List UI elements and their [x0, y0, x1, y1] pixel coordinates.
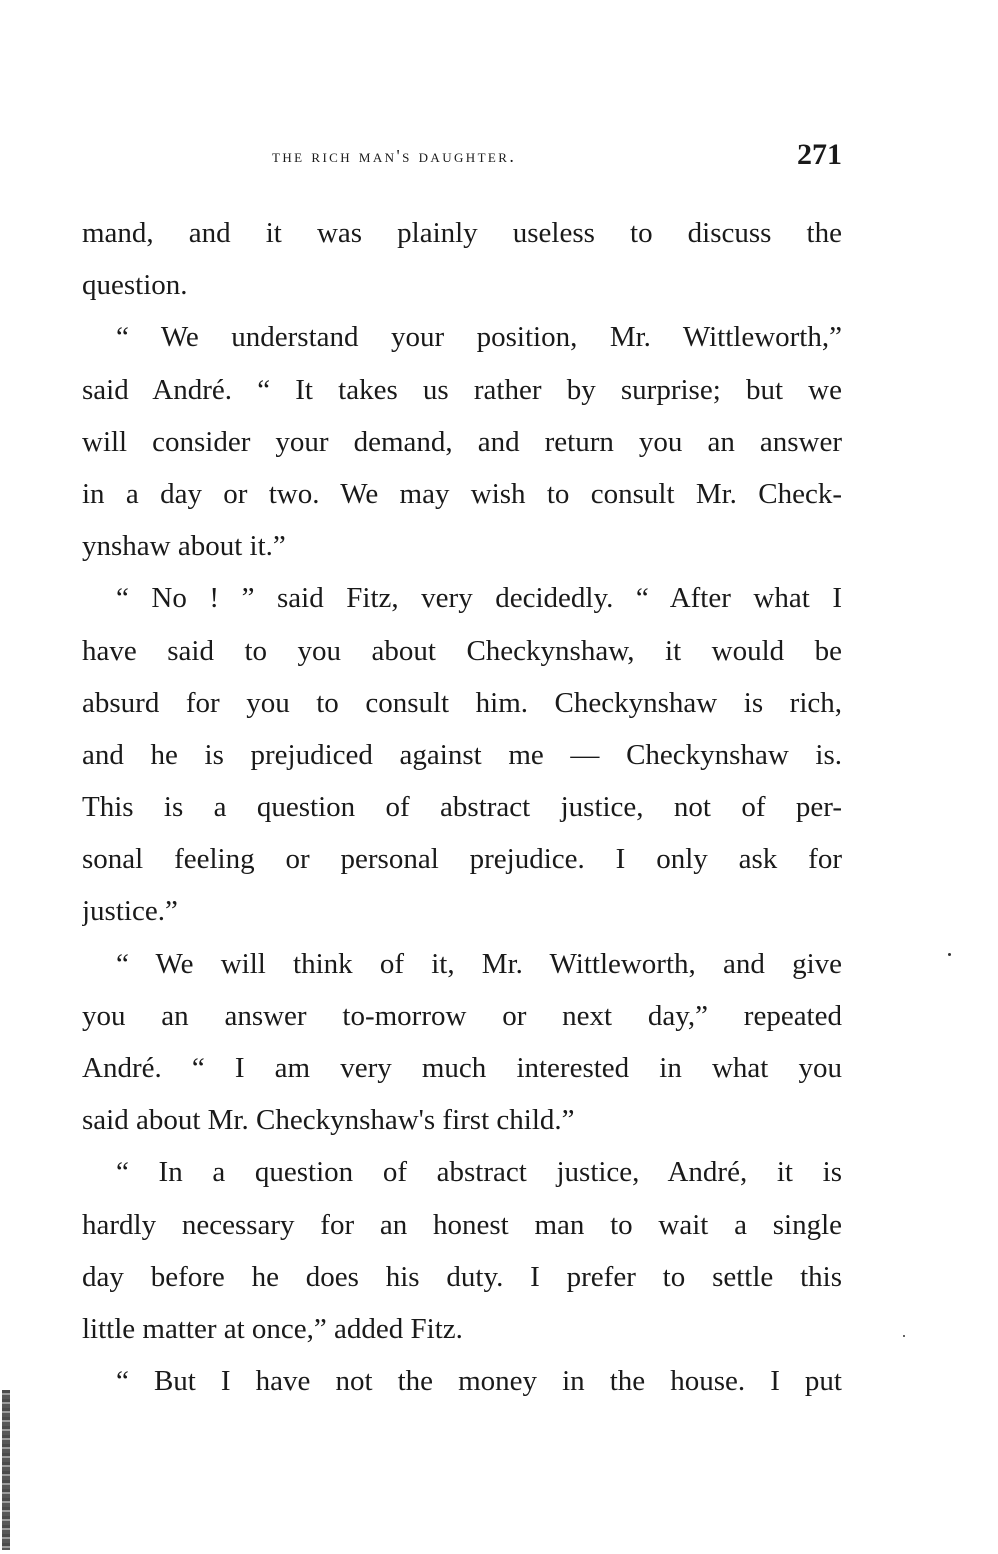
scan-speck: [948, 953, 951, 956]
text-line: “ In a question of abstract justice, André, it is: [116, 1156, 842, 1189]
page-header: [82, 138, 842, 178]
text-line: question.: [82, 269, 188, 302]
text-line: you an answer to-morrow or next day,” repeated: [82, 999, 842, 1032]
text-line: and he is prejudiced against me — Checkynshaw is.: [82, 738, 842, 771]
text-line: have said to you about Checkynshaw, it would be: [82, 634, 842, 667]
text-line: ynshaw about it.”: [82, 530, 286, 563]
scan-edge-artifact: [2, 1390, 10, 1550]
text-line: sonal feeling or personal prejudice. I only ask for: [82, 843, 842, 876]
text-line: This is a question of abstract justice, not of per-: [82, 791, 842, 824]
text-line: “ But I have not the money in the house. I put: [116, 1365, 842, 1398]
text-line: said about Mr. Checkynshaw's first child.”: [82, 1104, 575, 1137]
text-line: will consider your demand, and return you an answer: [82, 425, 842, 458]
text-line: hardly necessary for an honest man to wait a single: [82, 1208, 842, 1241]
text-line: said André. “ It takes us rather by surprise; but we: [82, 373, 842, 406]
text-line: André. “ I am very much interested in what you: [82, 1052, 842, 1084]
text-line: “ We will think of it, Mr. Wittleworth, and give: [116, 947, 842, 980]
text-line: in a day or two. We may wish to consult Mr. Check-: [82, 477, 842, 510]
scan-speck: [903, 1335, 905, 1337]
running-title: the rich man's daughter.: [272, 146, 517, 166]
page-number: 271: [797, 138, 842, 171]
body-text: [82, 207, 842, 1407]
text-line: mand, and it was plainly useless to discuss the: [82, 217, 842, 249]
text-line: justice.”: [82, 895, 178, 928]
text-line: “ We understand your position, Mr. Wittleworth,”: [116, 321, 842, 354]
text-line: “ No ! ” said Fitz, very decidedly. “ After what I: [116, 582, 842, 615]
text-line: little matter at once,” added Fitz.: [82, 1312, 463, 1345]
text-line: day before he does his duty. I prefer to settle this: [82, 1260, 842, 1293]
text-line: absurd for you to consult him. Checkynshaw is rich,: [82, 686, 842, 719]
